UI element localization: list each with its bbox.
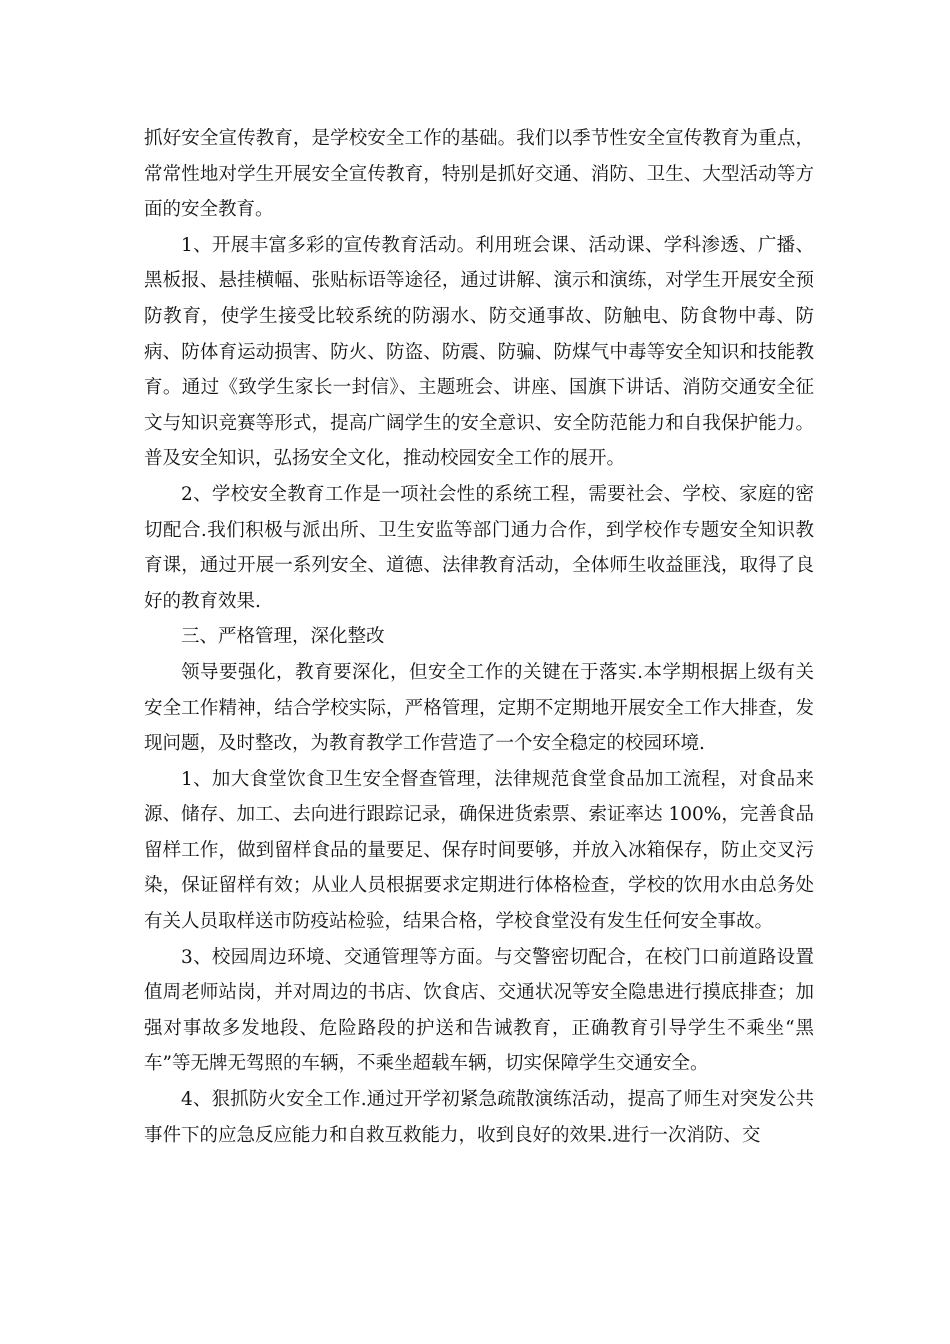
paragraph-intro: 抓好安全宣传教育，是学校安全工作的基础。我们以季节性安全宣传教育为重点，常常性地对学生开展安全宣传教育，特别是抓好交通、消防、卫生、大型活动等方面的安全教育。 bbox=[144, 128, 814, 221]
paragraph-section-3-intro: 领导要强化，教育要深化，但安全工作的关键在于落实.本学期根据上级有关安全工作精神，结合学校实际，严格管理，定期不定期地开展安全工作大排查，发现问题，及时整改，为教育教学工作营造了一个安全稳定的校园环境. bbox=[144, 661, 814, 755]
section-heading-3: 三、严格管理，深化整改 bbox=[181, 626, 385, 648]
paragraph-item-4-fire: 4、狠抓防火安全工作.通过开学初紧急疏散演练活动，提高了师生对突发公共事件下的应急反应能力和自救互救能力，收到良好的效果.进行一次消防、交 bbox=[144, 1089, 814, 1146]
paragraph-item-3-traffic: 3、校园周边环境、交通管理等方面。与交警密切配合，在校门口前道路设置值周老师站岗，并对周边的书店、饮食店、交通状况等安全隐患进行摸底排查；加强对事故多发地段、危险路段的护送和告诫教育，正确教育引导学生不乘坐“黑车”等无牌无驾照的车辆，不乘坐超载车辆，切实保障学生交通安全。 bbox=[144, 946, 814, 1075]
document-body bbox=[144, 121, 814, 1153]
paragraph-item-2-cooperation: 2、学校安全教育工作是一项社会性的系统工程，需要社会、学校、家庭的密切配合.我们积极与派出所、卫生安监等部门通力合作，到学校作专题安全知识教育课，通过开展一系列安全、道德、法律教育活动，全体师生收益匪浅，取得了良好的教育效果. bbox=[144, 483, 814, 612]
paragraph-item-1-publicity: 1、开展丰富多彩的宣传教育活动。利用班会课、活动课、学科渗透、广播、黑板报、悬挂横幅、张贴标语等途径，通过讲解、演示和演练，对学生开展安全预防教育，使学生接受比较系统的防溺水、防交通事故、防触电、防食物中毒、防病、防体育运动损害、防火、防盗、防震、防骗、防煤气中毒等安全知识和技能教育。通过《致学生家长一封信》、主题班会、讲座、国旗下讲话、消防交通安全征文与知识竞赛等形式，提高广阔学生的安全意识、安全防范能力和自我保护能力。普及安全知识，弘扬安全文化，推动校园安全工作的展开。 bbox=[144, 234, 814, 470]
paragraph-item-1-canteen: 1、加大食堂饮食卫生安全督查管理，法律规范食堂食品加工流程，对食品来源、储存、加工、去向进行跟踪记录，确保进货索票、索证率达 100%，完善食品留样工作，做到留样食品的量要足、保存时间要够，并放入冰箱保存，防止交叉污染，保证留样有效；从业人员根据要求定期进行体格检查，学校的饮用水由总务处有关人员取样送市防疫站检验，结果合格，学校食堂没有发生任何安全事故。 bbox=[144, 768, 814, 933]
